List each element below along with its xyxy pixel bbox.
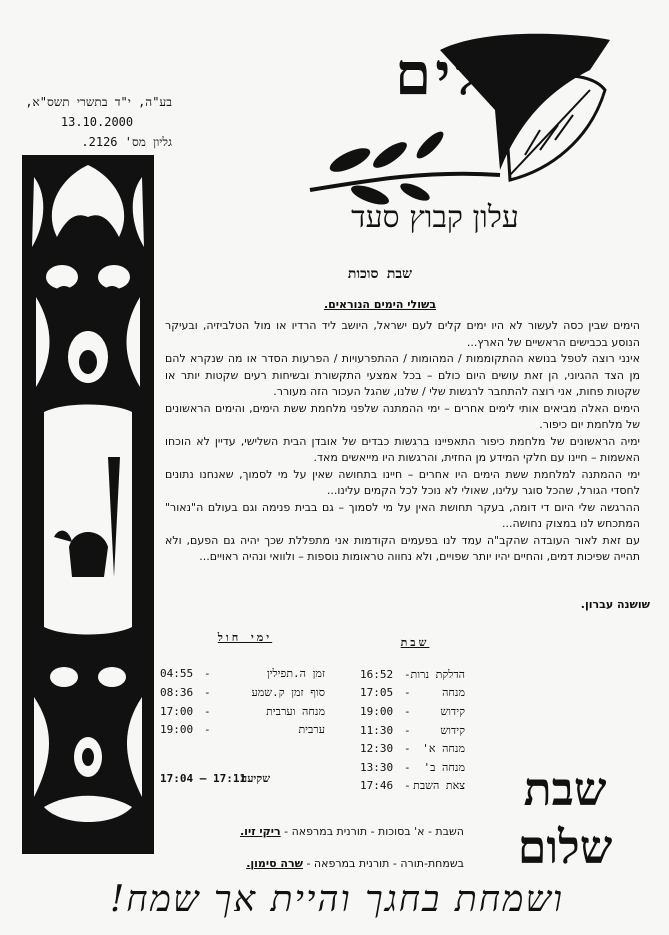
weekday-time-row: 08:36 - סוף זמן ק.שמע: [160, 686, 325, 699]
time-value: 11:30: [360, 724, 394, 737]
time-value: 17:05: [360, 686, 394, 699]
article-body: [165, 318, 640, 566]
holiday-greeting: ושמחת בחגך והיית אך שמח!: [109, 879, 565, 920]
newsletter-brand: עלים: [395, 40, 523, 108]
time-label: מנחה: [442, 686, 465, 699]
duty-text: בשמחת-תורה - תורנית במרפאה -: [306, 857, 464, 870]
time-value: 16:52: [360, 668, 394, 681]
shabbat-time-row: 19:00 - קידוש: [360, 705, 465, 718]
shabbat-name: שבת סוכות: [347, 266, 413, 282]
duty-name: ריקי זיו.: [240, 825, 281, 838]
shabbat-shalom-block: [495, 760, 635, 876]
article-paragraph: ימי ההמתנה למלחמת ששת הימים היו אחרים – חיינו בתחושה שאין על מי לסמוך, שאנחנו נתונים לחסדי הגורל, שהכל סוגר עלינו, שאולי לא נוכל לכל הקמים עלינו...: [165, 467, 640, 497]
time-value: 13:30: [360, 761, 394, 774]
weekday-time-row: 04:55 - זמן ה.תפילין: [160, 667, 325, 680]
weekday-time-row: 17:00 - מנחה וערבית: [160, 705, 325, 718]
time-label: מנחה ב': [423, 761, 465, 774]
duty-text: השבת - א' בסוכות - תורנית במרפאה -: [284, 825, 464, 838]
article-paragraph: ההרגשה שלי היום די דומה, בעקר תחושת האין על מי לסמוך – גם בבית פנימה וגם בעולם ה"נאור" המתכחש לנו במצוק נחושה...: [165, 500, 640, 530]
shabbat-shalom-line: שבת: [523, 762, 607, 816]
weekday-times-heading: ימי חול: [217, 631, 273, 644]
time-value: 08:36: [160, 686, 194, 699]
time-value: 19:00: [360, 705, 394, 718]
time-label: זמן ה.תפילין: [266, 667, 325, 680]
shabbat-time-row: 12:30 - מנחה א': [360, 742, 465, 755]
decorative-papercut-panel: [22, 155, 154, 854]
time-label: צאת השבת: [413, 779, 465, 792]
time-label: מנחה א': [422, 742, 465, 755]
time-label: סוף זמן ק.שמע: [251, 686, 325, 699]
time-label: קידוש: [440, 724, 465, 737]
time-value: 12:30: [360, 742, 394, 755]
shabbat-time-row: 13:30 - מנחה ב': [360, 761, 465, 774]
article-title: בשולי הימים הנוראים.: [323, 298, 437, 311]
article-paragraph: הימים האלה מביאים אותי לימים אחרים – ימי ההמתנה שלפני מלחמת ששת הימים, והימים הראשונים של מלחמת יום כיפור.: [165, 401, 640, 431]
time-label: ערבית: [298, 723, 325, 736]
time-label: הדלקת נרות: [410, 668, 465, 681]
article-signature: שושנה עברון.: [580, 598, 650, 611]
duty-line: [246, 857, 464, 870]
article-paragraph: ימיה הראשונים של מלחמת כיפור התאפיינו ברגשות כבדים של אובדן הבית השלישי, עדיין לא הוכחו האשמות – חיינו עם חלקי המידע מן החזית, והרגשות היו מייאשים מאד.: [165, 434, 640, 464]
time-value: 17:46: [360, 779, 394, 792]
issue-date-block: [22, 92, 172, 152]
weekday-time-row: 19:00 - ערבית: [160, 723, 325, 736]
gregorian-date: 13.10.2000: [60, 115, 134, 129]
time-value: 19:00: [160, 723, 194, 736]
shabbat-time-row: 17:05 - מנחה: [360, 686, 465, 699]
time-value: 04:55: [160, 667, 194, 680]
article-paragraph: הימים שבין כסה לעשור לא היו ימים קלים לעם ישראל, היושב ליד הרדיו או מול הטלביזיה, ובעיקר הנוסע בכבישים הראשיים של הארץ...: [165, 319, 640, 349]
issue-number: גליון מס' 2126.: [81, 135, 172, 149]
newsletter-subtitle: עלון קבוץ סעד: [351, 200, 519, 235]
sunset-label: שקיעה: [240, 772, 270, 785]
shabbat-time-row: 17:46 - צאת השבת: [360, 779, 465, 792]
article-paragraph: עם זאת לאור העובדה שהקב"ה עמד לנו בפעמים הקודמות אני מתפללת שכך יהיה גם הפעם, ולא תהייה שפיכות דמים, והחיים יהיו יותר שפויים, ולא נחווה טראומות נוספות – ולוואי ונהיה ראויים...: [165, 533, 640, 563]
time-label: קידוש: [440, 705, 465, 718]
duty-name: שרה סימון.: [246, 857, 303, 870]
shabbat-time-row: 11:30 - קידוש: [360, 724, 465, 737]
shabbat-time-row: 16:52 - הדלקת נרות: [360, 668, 465, 681]
duty-line: [240, 825, 464, 838]
time-value: 17:00: [160, 705, 194, 718]
time-label: מנחה וערבית: [266, 705, 325, 718]
shabbat-times-heading: שבת: [400, 636, 430, 649]
article-paragraph: אינני רוצה לטפל בנושא ההתקוממות / המהומות / ההתפרעויות / הפרעות הסדר או מה שנקרא להם מן הצד ההגיוני, הן זאת עושים היום כולם – בכל אמצעי התקשורת ובשיחות רעים שקטות יותר או שקטות פחות, אני רוצה להתחבר לרגשות שלי / שלנו, שהגל העכור הזה מעורר.: [165, 352, 640, 398]
sunset-range: 17:04 – 17:11: [160, 772, 247, 785]
shabbat-shalom-line: שלום: [517, 820, 613, 874]
hebrew-date: בע"ה, י"ד בתשרי תשס"א,: [25, 95, 172, 109]
